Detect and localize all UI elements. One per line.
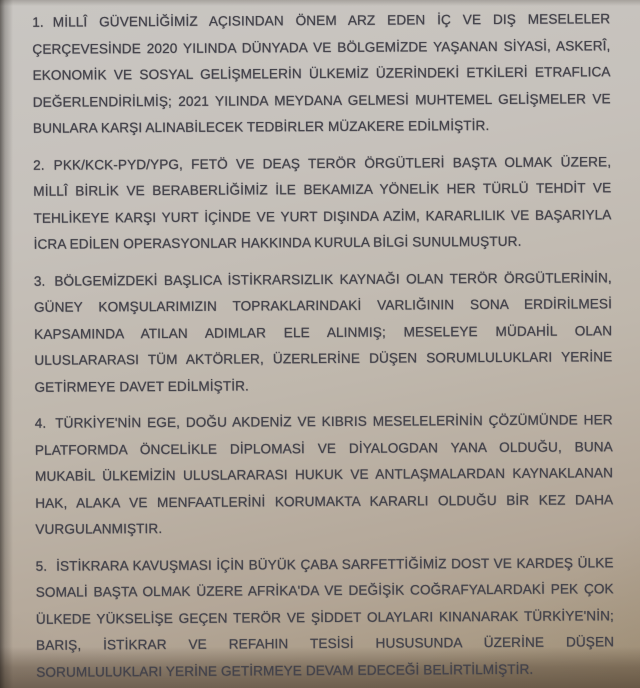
text-line (35, 407, 613, 437)
line-text: İSTİKRARA KAVUŞMASI İÇİN BÜYÜK ÇABA SARFETTİĞİMİZ DOST VE KARDEŞ ÜLKE (56, 554, 614, 574)
document-body (32, 6, 614, 686)
text-line (32, 6, 610, 36)
paragraph-number: 2. (33, 157, 45, 173)
line-text: TÜRKİYE'NİN EGE, DOĞU AKDENİZ VE KIBRIS MESELELERİNİN ÇÖZÜMÜNDE HER (55, 412, 613, 431)
paragraph-4 (35, 407, 614, 543)
paragraph-number: 3. (33, 273, 46, 289)
text-line: MUKABİL ÜLKEMİZİN ULUSLARARASI HUKUK VE ANTLAŞMALARDAN KAYNAKLANAN (34, 465, 614, 484)
paragraph-2 (33, 149, 612, 259)
paragraph-number: 5. (35, 558, 48, 574)
paragraph-5 (35, 550, 614, 686)
paragraph-3 (34, 265, 613, 401)
text-line: MİLLÎ BİRLİK VE BERABERLİĞİMİZ İLE BEKAMIZA YÖNELİK HER TÜRLÜ TEHDİT VE (33, 180, 612, 199)
line-text: BÖLGEMİZDEKİ BAŞLICA İSTİKRARSIZLIK KAYNAĞI OLAN TERÖR ÖRGÜTLERİNİN, (54, 269, 612, 289)
paragraph-1 (32, 6, 611, 142)
text-line: EKONOMİK VE SOSYAL GELİŞMELERİN ÜLKEMİZ ÜZERİNDEKİ ETKİLERİ ETRAFLICA (32, 64, 611, 83)
text-line (35, 550, 613, 580)
text-line: TEHLİKEYE KARŞI YURT İÇİNDE VE YURT DIŞINDA AZİM, KARARLILIK VE BAŞARIYLA (33, 206, 612, 226)
paragraph-number: 1. (32, 14, 44, 30)
text-line: VURGULANMIŞTIR. (35, 520, 163, 537)
text-line: BUNLARA KARŞI ALINABİLECEK TEDBİRLER MÜZAKERE EDİLMİŞTİR. (32, 117, 490, 136)
paragraph-number: 4. (34, 415, 47, 431)
text-line (33, 149, 611, 179)
text-line: SORUMLULUKLARI YERİNE GETİRMEYE DEVAM EDECEĞİ BELİRTİLMİŞTİR. (36, 661, 534, 680)
text-line: ÜLKEDE YÜKSELİŞE GEÇEN TERÖR VE ŞİDDET OLAYLARI KINANARAK TÜRKİYE'NİN; (35, 607, 614, 627)
line-text: MİLLÎ GÜVENLİĞİMİZ AÇISINDAN ÖNEM ARZ EDEN İÇ VE DIŞ MESELELER (52, 11, 611, 30)
text-line (34, 265, 612, 295)
text-line: DEĞERLENDİRİLMİŞ; 2021 YILINDA MEYDANA GELMESİ MUHTEMEL GELİŞMELER VE (32, 90, 611, 110)
text-line: GETİRMEYE DAVET EDİLMİŞTİR. (34, 377, 249, 395)
text-line: KAPSAMINDA ATILAN ADIMLAR ELE ALINMIŞ; MESELEYE MÜDAHİL OLAN (34, 322, 613, 342)
text-line: BARIŞ, İSTİKRAR VE REFAHIN TESİSİ HUSUSUNDA ÜZERİNE DÜŞEN (35, 634, 615, 653)
text-line: PLATFORMDA ÖNCELİKLE DİPLOMASİ VE DİYALOGDAN YANA OLDUĞU, BUNA (34, 438, 613, 458)
text-line: ULUSLARARASI TÜM AKTÖRLER, ÜZERLERİNE DÜŞEN SORUMLULUKLARI YERİNE (34, 349, 613, 368)
text-line: HAK, ALAKA VE MENFAATLERİNİ KORUMAKTA KARARLI OLDUĞU BİR KEZ DAHA (35, 491, 614, 511)
text-line: İCRA EDİLEN OPERASYONLAR HAKKINDA KURULA BİLGİ SUNULMUŞTUR. (33, 233, 522, 252)
text-line: SOMALİ BAŞTA OLMAK ÜZERE AFRİKA'DA VE DEĞİŞİK COĞRAFYALARDAKİ PEK ÇOK (35, 581, 614, 600)
text-line: GÜNEY KOMŞULARIMIZIN TOPRAKLARINDAKİ VARLIĞININ SONA ERDİRİLMESİ (33, 296, 612, 315)
line-text: PKK/KCK-PYD/YPG, FETÖ VE DEAŞ TERÖR ÖRGÜTLERİ BAŞTA OLMAK ÜZERE, (53, 153, 612, 173)
text-line: ÇERÇEVESİNDE 2020 YILINDA DÜNYADA VE BÖLGEMİZDE YAŞANAN SİYASİ, ASKERÎ, (32, 37, 611, 57)
